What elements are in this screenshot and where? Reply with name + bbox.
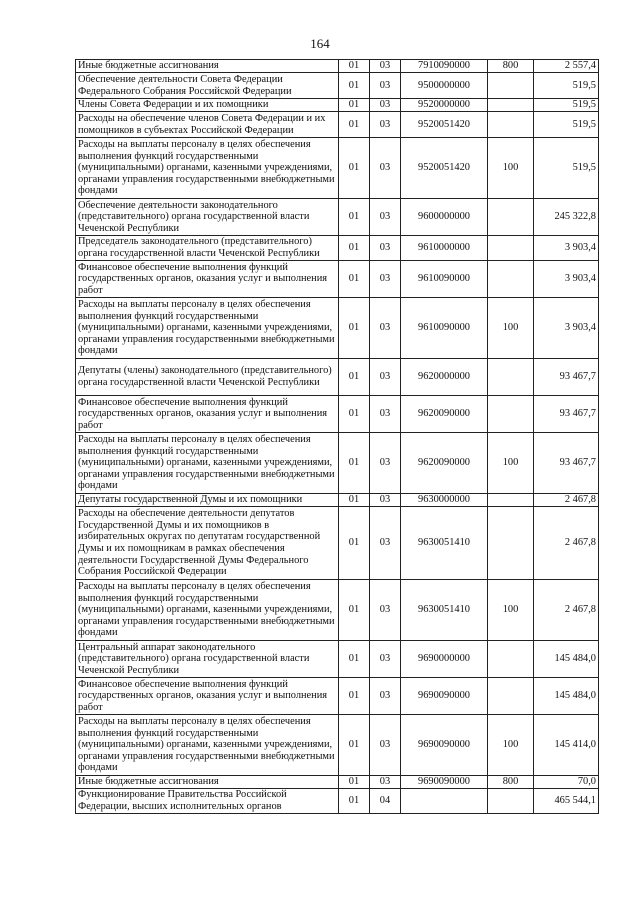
expense-type-cell bbox=[488, 236, 534, 261]
target-article-cell: 9520051420 bbox=[401, 138, 488, 199]
target-article-cell: 9620090000 bbox=[401, 396, 488, 433]
row-name-cell: Расходы на выплаты персоналу в целях обеспечения выполнения функций государственными (муниципальными) органами, казенными учреждениями, органами управления государственными внебюджетными фондами bbox=[76, 580, 339, 641]
amount-cell: 145 484,0 bbox=[534, 641, 599, 678]
table-row bbox=[76, 199, 599, 236]
row-name-cell: Расходы на выплаты персоналу в целях обеспечения выполнения функций государственными (муниципальными) органами, казенными учреждениями, органами управления государственными внебюджетными фондами bbox=[76, 715, 339, 776]
expense-type-cell bbox=[488, 396, 534, 433]
target-article-cell: 9630051410 bbox=[401, 580, 488, 641]
subsection-code-cell: 03 bbox=[370, 715, 401, 776]
expense-type-cell bbox=[488, 99, 534, 112]
row-name-cell: Обеспечение деятельности Совета Федерации Федерального Собрания Российской Федерации bbox=[76, 73, 339, 99]
amount-cell: 2 467,8 bbox=[534, 494, 599, 507]
row-name-cell: Расходы на обеспечение членов Совета Федерации и их помощников в субъектах Российской Федерации bbox=[76, 112, 339, 138]
amount-cell: 3 903,4 bbox=[534, 261, 599, 298]
section-code-cell: 01 bbox=[339, 236, 370, 261]
target-article-cell: 9610090000 bbox=[401, 261, 488, 298]
expense-type-cell: 800 bbox=[488, 60, 534, 73]
expense-type-cell bbox=[488, 73, 534, 99]
subsection-code-cell: 03 bbox=[370, 261, 401, 298]
expense-type-cell bbox=[488, 678, 534, 715]
section-code-cell: 01 bbox=[339, 494, 370, 507]
section-code-cell: 01 bbox=[339, 396, 370, 433]
table-row bbox=[76, 112, 599, 138]
amount-cell: 3 903,4 bbox=[534, 298, 599, 359]
subsection-code-cell: 04 bbox=[370, 789, 401, 814]
subsection-code-cell: 03 bbox=[370, 776, 401, 789]
amount-cell: 245 322,8 bbox=[534, 199, 599, 236]
amount-cell: 2 467,8 bbox=[534, 507, 599, 580]
table-row bbox=[76, 580, 599, 641]
page-number: 164 bbox=[310, 36, 330, 51]
section-code-cell: 01 bbox=[339, 715, 370, 776]
table-row bbox=[76, 298, 599, 359]
target-article-cell: 9630000000 bbox=[401, 494, 488, 507]
table-row bbox=[76, 776, 599, 789]
amount-cell: 2 467,8 bbox=[534, 580, 599, 641]
row-name-cell: Расходы на обеспечение деятельности депутатов Государственной Думы и их помощников в избирательных округах по депутатам государственной Думы и их помощникам в рамках обеспечения деятельности Государственной Думы Федерального Собрания Российской Федерации bbox=[76, 507, 339, 580]
budget-table-body bbox=[76, 60, 599, 814]
amount-cell: 145 414,0 bbox=[534, 715, 599, 776]
expense-type-cell bbox=[488, 261, 534, 298]
table-row bbox=[76, 396, 599, 433]
table-row bbox=[76, 73, 599, 99]
subsection-code-cell: 03 bbox=[370, 112, 401, 138]
row-name-cell: Иные бюджетные ассигнования bbox=[76, 60, 339, 73]
amount-cell: 2 557,4 bbox=[534, 60, 599, 73]
section-code-cell: 01 bbox=[339, 776, 370, 789]
target-article-cell: 9610000000 bbox=[401, 236, 488, 261]
amount-cell: 93 467,7 bbox=[534, 396, 599, 433]
amount-cell: 519,5 bbox=[534, 138, 599, 199]
target-article-cell: 9520051420 bbox=[401, 112, 488, 138]
subsection-code-cell: 03 bbox=[370, 60, 401, 73]
expense-type-cell bbox=[488, 494, 534, 507]
target-article-cell: 9520000000 bbox=[401, 99, 488, 112]
subsection-code-cell: 03 bbox=[370, 298, 401, 359]
table-row bbox=[76, 494, 599, 507]
expense-type-cell: 100 bbox=[488, 433, 534, 494]
table-row bbox=[76, 641, 599, 678]
target-article-cell: 9690090000 bbox=[401, 678, 488, 715]
target-article-cell: 9620000000 bbox=[401, 359, 488, 396]
table-row bbox=[76, 433, 599, 494]
table-row bbox=[76, 678, 599, 715]
subsection-code-cell: 03 bbox=[370, 396, 401, 433]
row-name-cell: Депутаты государственной Думы и их помощники bbox=[76, 494, 339, 507]
amount-cell: 3 903,4 bbox=[534, 236, 599, 261]
table-row bbox=[76, 359, 599, 396]
table-row bbox=[76, 138, 599, 199]
amount-cell: 519,5 bbox=[534, 73, 599, 99]
expense-type-cell: 800 bbox=[488, 776, 534, 789]
amount-cell: 93 467,7 bbox=[534, 433, 599, 494]
row-name-cell: Расходы на выплаты персоналу в целях обеспечения выполнения функций государственными (муниципальными) органами, казенными учреждениями, органами управления государственными внебюджетными фондами bbox=[76, 298, 339, 359]
subsection-code-cell: 03 bbox=[370, 138, 401, 199]
section-code-cell: 01 bbox=[339, 199, 370, 236]
row-name-cell: Депутаты (члены) законодательного (представительного) органа государственной власти Чеченской Республики bbox=[76, 359, 339, 396]
expense-type-cell: 100 bbox=[488, 715, 534, 776]
row-name-cell: Расходы на выплаты персоналу в целях обеспечения выполнения функций государственными (муниципальными) органами, казенными учреждениями, органами управления государственными внебюджетными фондами bbox=[76, 433, 339, 494]
row-name-cell: Функционирование Правительства Российской Федерации, высших исполнительных органов bbox=[76, 789, 339, 814]
expense-type-cell bbox=[488, 641, 534, 678]
expense-type-cell bbox=[488, 112, 534, 138]
expense-type-cell bbox=[488, 199, 534, 236]
row-name-cell: Финансовое обеспечение выполнения функций государственных органов, оказания услуг и выполнения работ bbox=[76, 678, 339, 715]
amount-cell: 145 484,0 bbox=[534, 678, 599, 715]
section-code-cell: 01 bbox=[339, 580, 370, 641]
section-code-cell: 01 bbox=[339, 298, 370, 359]
amount-cell: 93 467,7 bbox=[534, 359, 599, 396]
section-code-cell: 01 bbox=[339, 99, 370, 112]
subsection-code-cell: 03 bbox=[370, 494, 401, 507]
row-name-cell: Члены Совета Федерации и их помощники bbox=[76, 99, 339, 112]
subsection-code-cell: 03 bbox=[370, 433, 401, 494]
target-article-cell: 9500000000 bbox=[401, 73, 488, 99]
expense-type-cell: 100 bbox=[488, 580, 534, 641]
target-article-cell bbox=[401, 789, 488, 814]
table-row bbox=[76, 99, 599, 112]
subsection-code-cell: 03 bbox=[370, 641, 401, 678]
target-article-cell: 9610090000 bbox=[401, 298, 488, 359]
subsection-code-cell: 03 bbox=[370, 236, 401, 261]
section-code-cell: 01 bbox=[339, 641, 370, 678]
section-code-cell: 01 bbox=[339, 112, 370, 138]
amount-cell: 519,5 bbox=[534, 99, 599, 112]
table-row bbox=[76, 236, 599, 261]
section-code-cell: 01 bbox=[339, 60, 370, 73]
section-code-cell: 01 bbox=[339, 507, 370, 580]
amount-cell: 465 544,1 bbox=[534, 789, 599, 814]
subsection-code-cell: 03 bbox=[370, 678, 401, 715]
table-row bbox=[76, 261, 599, 298]
row-name-cell: Центральный аппарат законодательного (представительного) органа государственной власти Чеченской Республики bbox=[76, 641, 339, 678]
table-row bbox=[76, 507, 599, 580]
table-row bbox=[76, 715, 599, 776]
table-row bbox=[76, 60, 599, 73]
subsection-code-cell: 03 bbox=[370, 73, 401, 99]
target-article-cell: 9690000000 bbox=[401, 641, 488, 678]
row-name-cell: Расходы на выплаты персоналу в целях обеспечения выполнения функций государственными (муниципальными) органами, казенными учреждениями, органами управления государственными внебюджетными фондами bbox=[76, 138, 339, 199]
target-article-cell: 7910090000 bbox=[401, 60, 488, 73]
row-name-cell: Финансовое обеспечение выполнения функций государственных органов, оказания услуг и выполнения работ bbox=[76, 396, 339, 433]
table-row bbox=[76, 789, 599, 814]
target-article-cell: 9690090000 bbox=[401, 776, 488, 789]
amount-cell: 519,5 bbox=[534, 112, 599, 138]
target-article-cell: 9630051410 bbox=[401, 507, 488, 580]
subsection-code-cell: 03 bbox=[370, 199, 401, 236]
expense-type-cell bbox=[488, 507, 534, 580]
budget-table bbox=[75, 59, 599, 814]
target-article-cell: 9620090000 bbox=[401, 433, 488, 494]
section-code-cell: 01 bbox=[339, 678, 370, 715]
expense-type-cell bbox=[488, 789, 534, 814]
row-name-cell: Финансовое обеспечение выполнения функций государственных органов, оказания услуг и выполнения работ bbox=[76, 261, 339, 298]
section-code-cell: 01 bbox=[339, 261, 370, 298]
section-code-cell: 01 bbox=[339, 138, 370, 199]
row-name-cell: Председатель законодательного (представительного) органа государственной власти Чеченской Республики bbox=[76, 236, 339, 261]
row-name-cell: Обеспечение деятельности законодательного (представительного) органа государственной власти Чеченской Республики bbox=[76, 199, 339, 236]
subsection-code-cell: 03 bbox=[370, 99, 401, 112]
section-code-cell: 01 bbox=[339, 359, 370, 396]
expense-type-cell: 100 bbox=[488, 138, 534, 199]
subsection-code-cell: 03 bbox=[370, 507, 401, 580]
expense-type-cell: 100 bbox=[488, 298, 534, 359]
section-code-cell: 01 bbox=[339, 433, 370, 494]
target-article-cell: 9600000000 bbox=[401, 199, 488, 236]
subsection-code-cell: 03 bbox=[370, 359, 401, 396]
subsection-code-cell: 03 bbox=[370, 580, 401, 641]
amount-cell: 70,0 bbox=[534, 776, 599, 789]
row-name-cell: Иные бюджетные ассигнования bbox=[76, 776, 339, 789]
section-code-cell: 01 bbox=[339, 73, 370, 99]
target-article-cell: 9690090000 bbox=[401, 715, 488, 776]
expense-type-cell bbox=[488, 359, 534, 396]
section-code-cell: 01 bbox=[339, 789, 370, 814]
